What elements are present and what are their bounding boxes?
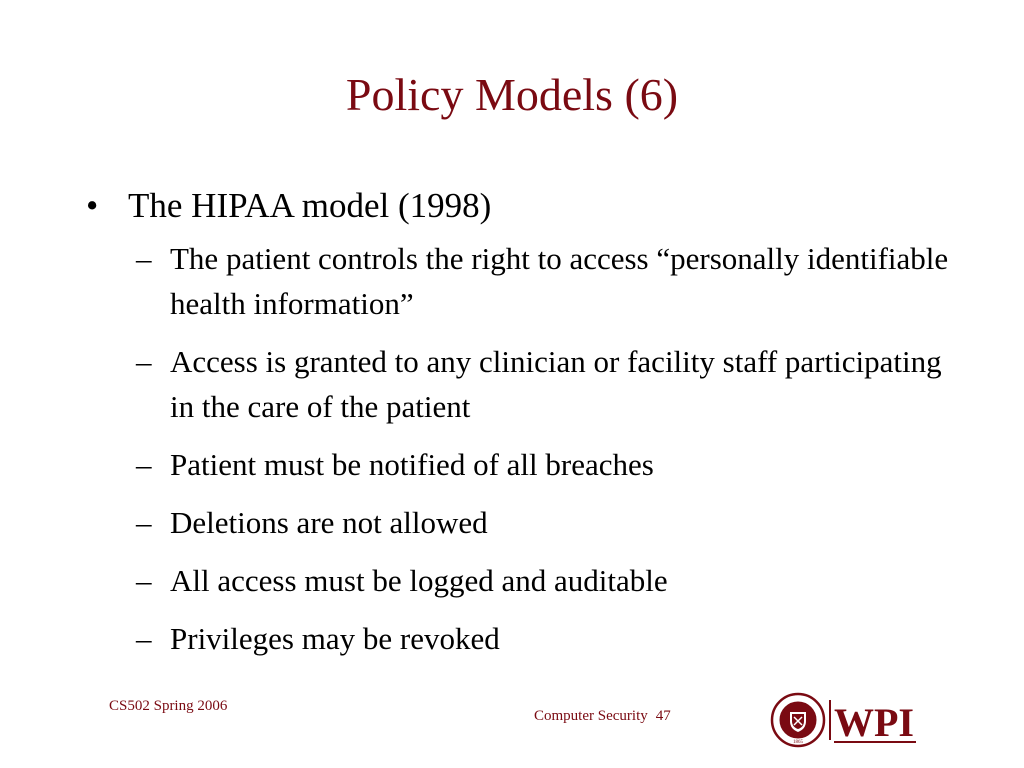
- sub-bullet-text: All access must be logged and auditable: [170, 563, 668, 598]
- sub-bullet-list: [136, 236, 966, 661]
- sub-bullet-item: [136, 558, 966, 603]
- dash-marker: –: [136, 563, 152, 598]
- sub-bullet-item: [136, 500, 966, 545]
- bullet-list: [86, 184, 966, 674]
- bullet-marker: •: [86, 186, 99, 225]
- dash-marker: –: [136, 447, 152, 482]
- bullet-item: [86, 184, 966, 228]
- sub-bullet-item: [136, 616, 966, 661]
- sub-bullet-text: The patient controls the right to access “personally identifiable health information”: [170, 241, 949, 321]
- footer-topic-page: [534, 708, 671, 725]
- sub-bullet-item: [136, 442, 966, 487]
- logo-wordmark: WPI: [834, 700, 914, 745]
- page-number: 47: [655, 708, 671, 724]
- sub-bullet-text: Privileges may be revoked: [170, 621, 500, 656]
- dash-marker: –: [136, 344, 152, 379]
- slide-title: Policy Models (6): [345, 69, 679, 120]
- footer-course: CS502 Spring 2006: [109, 698, 228, 714]
- sub-bullet-text: Deletions are not allowed: [170, 505, 488, 540]
- footer-topic: Computer Security: [534, 708, 648, 724]
- wpi-logo: [770, 690, 920, 750]
- dash-marker: –: [136, 241, 152, 276]
- sub-bullet-text: Patient must be notified of all breaches: [170, 447, 654, 482]
- sub-bullet-text: Access is granted to any clinician or facility staff participating in the care of the patient: [170, 344, 942, 424]
- sub-bullet-item: [136, 236, 966, 326]
- sub-bullet-item: [136, 339, 966, 429]
- seal-year: 1865: [793, 740, 803, 745]
- dash-marker: –: [136, 621, 152, 656]
- dash-marker: –: [136, 505, 152, 540]
- bullet-text: The HIPAA model (1998): [128, 186, 492, 225]
